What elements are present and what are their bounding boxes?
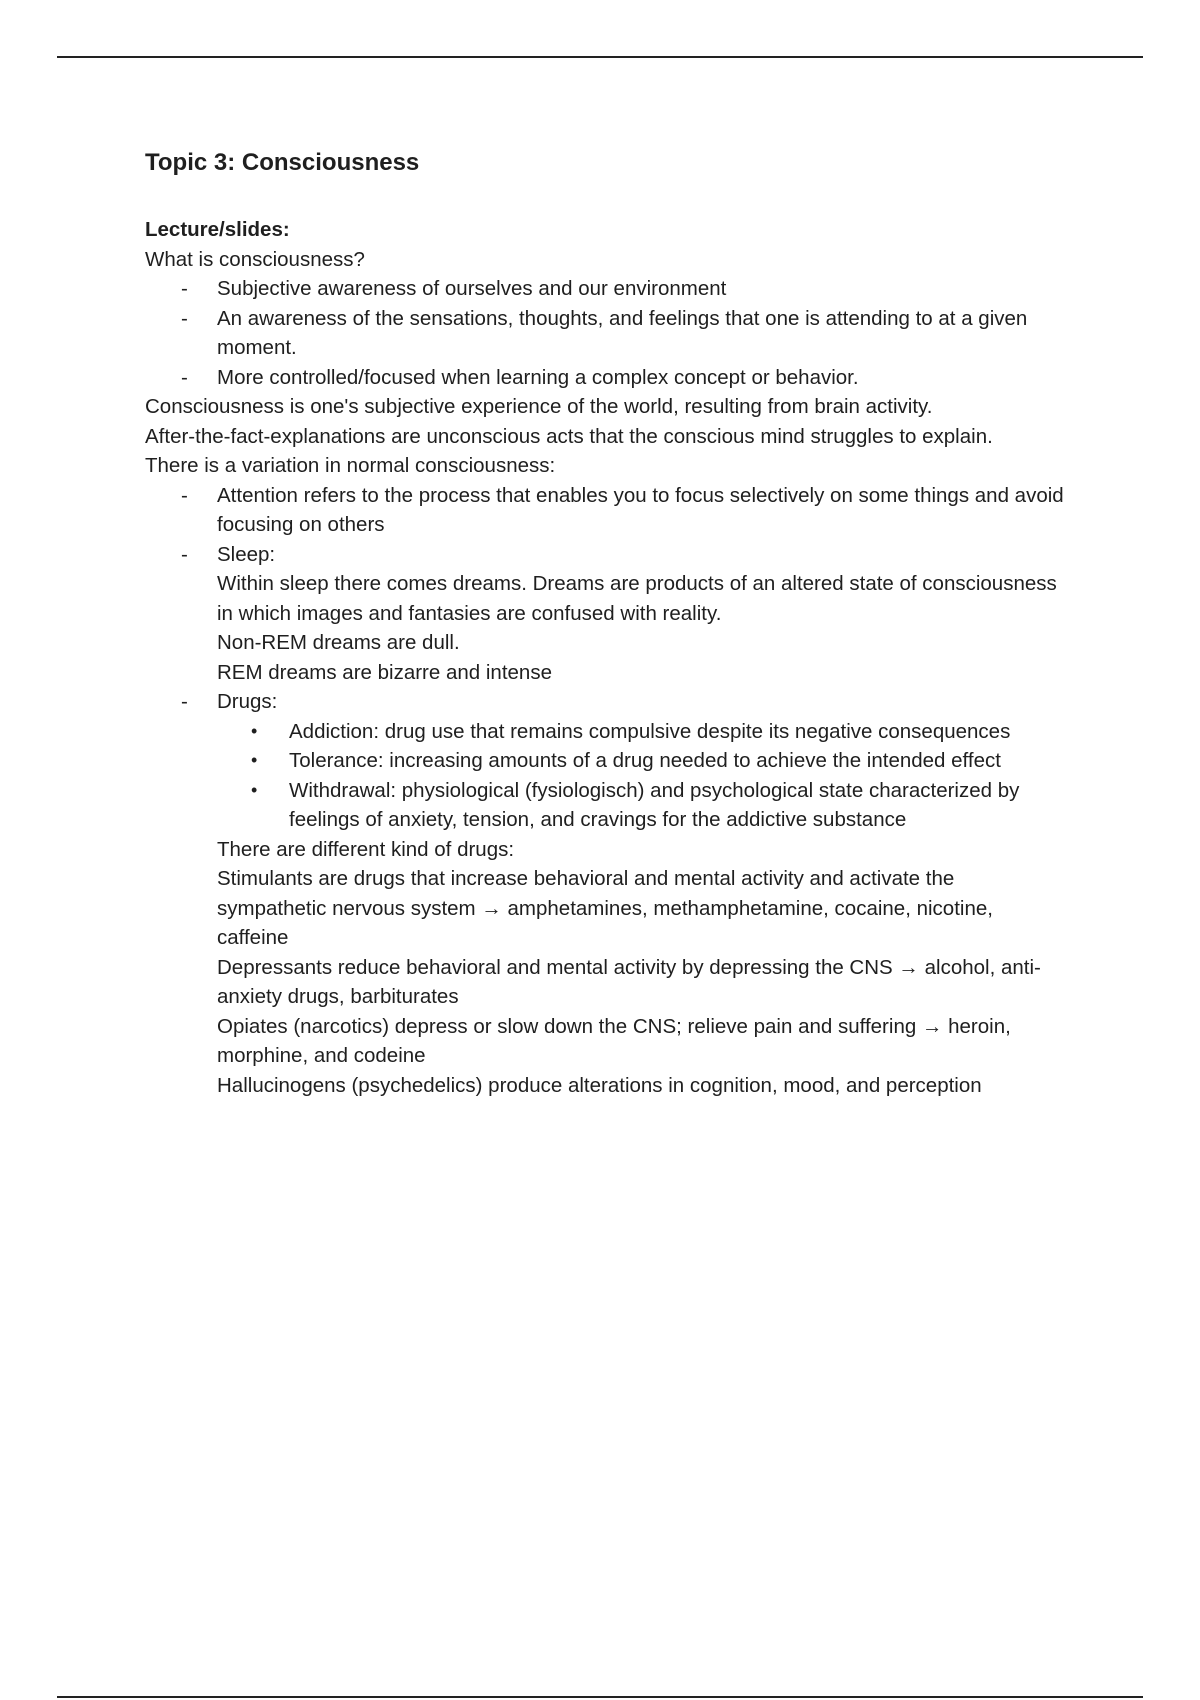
section-heading: Lecture/slides:	[145, 218, 290, 241]
sleep-label: Sleep:	[217, 542, 276, 566]
drugs-line: There are different kind of drugs:	[217, 837, 515, 861]
list-item	[145, 304, 1065, 363]
paragraph: After-the-fact-explanations are unconscious acts that the conscious mind struggles to explain.	[145, 424, 993, 448]
sleep-line: Within sleep there comes dreams. Dreams are products of an altered state of consciousness in which images and fantasies are confused with reality.	[217, 572, 1057, 625]
bullet-marker: •	[251, 750, 258, 770]
sleep-line: REM dreams are bizarre and intense	[217, 660, 552, 684]
dash-marker: -	[181, 542, 188, 566]
bullet-item	[217, 746, 1065, 776]
list-item-drugs	[145, 687, 1065, 1100]
dash-marker: -	[181, 277, 188, 300]
bullet-item	[217, 776, 1065, 835]
bullet-text: Tolerance: increasing amounts of a drug needed to achieve the intended effect	[289, 749, 1001, 772]
drugs-line: Stimulants are drugs that increase behavioral and mental activity and activate the sympathetic nervous system → amphetamines, methamphetamine, cocaine, nicotine, caffeine	[217, 867, 993, 949]
bullet-text: Withdrawal: physiological (fysiologisch) and psychological state characterized by feelings of anxiety, tension, and cravings for the addictive substance	[289, 778, 1020, 831]
dash-marker: -	[181, 690, 188, 713]
dash-marker: -	[181, 306, 188, 330]
drug-terms-list	[217, 717, 1065, 835]
drugs-line: Opiates (narcotics) depress or slow down the CNS; relieve pain and suffering → heroin, morphine, and codeine	[217, 1014, 1011, 1067]
drugs-label: Drugs:	[217, 690, 278, 713]
list-item-text: More controlled/focused when learning a complex concept or behavior.	[217, 365, 859, 389]
dash-marker: -	[181, 365, 188, 389]
footer-rule	[57, 1696, 1143, 1698]
bullet-marker: •	[251, 720, 258, 741]
dash-marker: -	[181, 483, 188, 507]
paragraph: Consciousness is one's subjective experience of the world, resulting from brain activity.	[145, 395, 933, 418]
bullet-item	[217, 717, 1065, 747]
bullet-marker: •	[251, 779, 258, 800]
question-text: What is consciousness?	[145, 247, 365, 271]
drugs-line: Depressants reduce behavioral and mental activity by depressing the CNS → alcohol, anti-anxiety drugs, barbiturates	[217, 955, 1041, 1008]
definition-list	[145, 274, 1065, 392]
list-item-text: Subjective awareness of ourselves and our environment	[217, 277, 727, 300]
list-item	[145, 363, 1065, 393]
list-item-text: Attention refers to the process that enables you to focus selectively on some things and avoid focusing on others	[217, 483, 1064, 536]
sleep-line: Non-REM dreams are dull.	[217, 631, 460, 654]
header-rule	[57, 56, 1143, 58]
document-body	[145, 145, 1065, 1100]
list-item-attention	[145, 481, 1065, 540]
list-item-text: An awareness of the sensations, thoughts, and feelings that one is attending to at a given moment.	[217, 306, 1028, 359]
paragraph: There is a variation in normal consciousness:	[145, 454, 556, 477]
bullet-text: Addiction: drug use that remains compulsive despite its negative consequences	[289, 719, 1011, 743]
list-item-sleep	[145, 540, 1065, 688]
variation-list	[145, 481, 1065, 1101]
drugs-line: Hallucinogens (psychedelics) produce alterations in cognition, mood, and perception	[217, 1073, 982, 1097]
list-item	[145, 274, 1065, 304]
page-title: Topic 3: Consciousness	[145, 149, 420, 176]
